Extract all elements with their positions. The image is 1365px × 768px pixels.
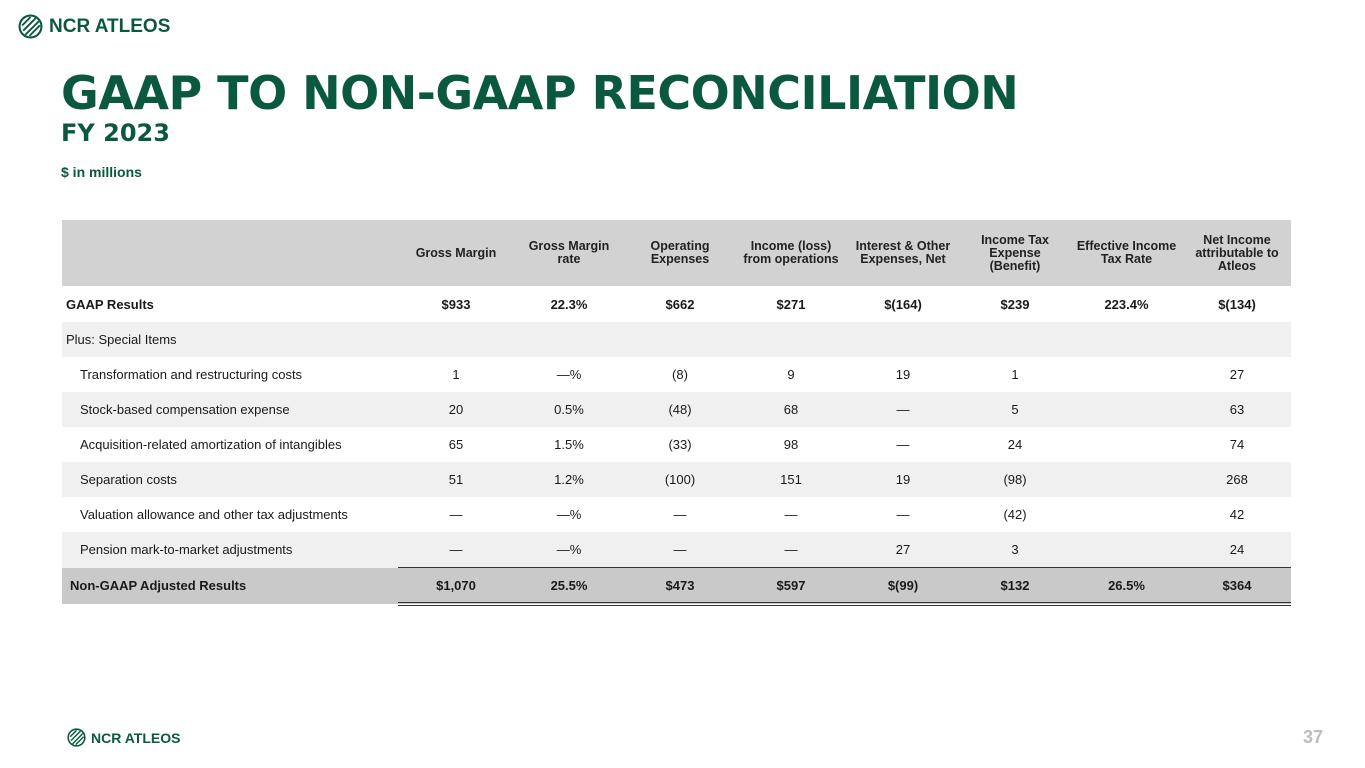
table-cell: $933 bbox=[441, 296, 471, 312]
table-cell: (100) bbox=[624, 462, 736, 497]
gaap-results-row bbox=[62, 286, 1291, 322]
row-label: Plus: Special Items bbox=[62, 322, 398, 357]
brand-name: NCR ATLEOS bbox=[91, 729, 181, 746]
units-note: $ in millions bbox=[61, 164, 142, 180]
table-cell: $239 bbox=[1000, 296, 1030, 312]
non-gaap-total-row bbox=[62, 568, 1291, 605]
table-cell: 3 bbox=[960, 532, 1070, 568]
table-cell bbox=[514, 322, 624, 357]
page-subtitle: FY 2023 bbox=[61, 119, 170, 147]
header-cell: Gross Margin rate bbox=[514, 220, 624, 286]
table-cell: 19 bbox=[895, 367, 911, 382]
table-cell: 27 bbox=[846, 532, 960, 568]
table-cell: —% bbox=[556, 367, 582, 382]
row-label: Stock-based compensation expense bbox=[62, 392, 398, 427]
table-cell: — bbox=[896, 437, 910, 452]
table-cell: (98) bbox=[960, 462, 1070, 497]
reconciliation-table bbox=[62, 220, 1291, 606]
footer-logo bbox=[67, 728, 180, 747]
table-cell bbox=[1070, 322, 1183, 357]
brand-logo bbox=[18, 14, 170, 39]
table-cell: 151 bbox=[736, 462, 846, 497]
table-cell: — bbox=[673, 507, 687, 522]
table-cell bbox=[1070, 497, 1183, 532]
table-cell: — bbox=[398, 532, 514, 568]
globe-icon bbox=[67, 728, 86, 747]
header-cell: Interest & Other Expenses, Net bbox=[846, 220, 960, 286]
table-cell: 1.2% bbox=[514, 462, 624, 497]
header-cell: Gross Margin bbox=[398, 220, 514, 286]
table-cell: $597 bbox=[736, 568, 846, 605]
table-cell bbox=[398, 322, 514, 357]
brand-name: NCR ATLEOS bbox=[49, 15, 171, 37]
table-row bbox=[62, 497, 1291, 532]
table-row bbox=[62, 532, 1291, 568]
table-cell: 22.3% bbox=[550, 296, 588, 312]
table-cell: $364 bbox=[1183, 568, 1291, 605]
table-cell: 20 bbox=[398, 392, 514, 427]
table-cell: —% bbox=[514, 532, 624, 568]
page-title: GAAP TO NON-GAAP RECONCILIATION bbox=[61, 66, 1019, 120]
table-cell bbox=[846, 322, 960, 357]
table-cell: 0.5% bbox=[514, 392, 624, 427]
table-cell: $662 bbox=[665, 296, 695, 312]
table-cell bbox=[960, 322, 1070, 357]
header-cell: Operating Expenses bbox=[624, 220, 736, 286]
table-cell: 9 bbox=[787, 367, 795, 382]
row-label: Non-GAAP Adjusted Results bbox=[62, 568, 398, 605]
table-cell bbox=[1070, 462, 1183, 497]
table-cell: — bbox=[896, 507, 910, 522]
table-cell: 1 bbox=[1011, 367, 1019, 382]
table-cell: 1 bbox=[452, 367, 460, 382]
table-cell: 19 bbox=[846, 462, 960, 497]
table-cell bbox=[1070, 532, 1183, 568]
globe-icon bbox=[18, 14, 43, 39]
table-row bbox=[62, 392, 1291, 427]
table-cell: 51 bbox=[398, 462, 514, 497]
table-cell: $(164) bbox=[884, 296, 922, 312]
header-cell: Income (loss) from operations bbox=[736, 220, 846, 286]
row-label: Acquisition-related amortization of intangibles bbox=[80, 437, 342, 452]
header-cell: Net Income attributable to Atleos bbox=[1183, 220, 1291, 286]
table-row bbox=[62, 427, 1291, 462]
table-cell: — bbox=[624, 532, 736, 568]
table-cell bbox=[1183, 322, 1291, 357]
table-cell bbox=[736, 322, 846, 357]
table-cell: 24 bbox=[1183, 532, 1291, 568]
table-row bbox=[62, 357, 1291, 392]
table-cell bbox=[624, 322, 736, 357]
table-cell bbox=[1070, 357, 1183, 392]
table-cell: $1,070 bbox=[398, 568, 514, 605]
table-cell: 65 bbox=[448, 437, 464, 452]
table-cell: (33) bbox=[668, 437, 692, 452]
table-cell: 223.4% bbox=[1104, 296, 1149, 312]
table-cell: 27 bbox=[1229, 367, 1245, 382]
row-label: Valuation allowance and other tax adjustments bbox=[80, 507, 348, 522]
row-label: Separation costs bbox=[62, 462, 398, 497]
table-cell: 26.5% bbox=[1070, 568, 1183, 605]
table-cell: (42) bbox=[1003, 507, 1027, 522]
header-cell: Income Tax Expense (Benefit) bbox=[960, 220, 1070, 286]
table-cell: 5 bbox=[960, 392, 1070, 427]
table-cell: — bbox=[784, 507, 798, 522]
table-cell: — bbox=[449, 507, 463, 522]
table-cell: $132 bbox=[960, 568, 1070, 605]
table-row bbox=[62, 462, 1291, 497]
page-number: 37 bbox=[1302, 727, 1323, 747]
special-items-row bbox=[62, 322, 1291, 357]
row-label: Pension mark-to-market adjustments bbox=[62, 532, 398, 568]
table-cell: 74 bbox=[1229, 437, 1245, 452]
table-cell: 268 bbox=[1183, 462, 1291, 497]
table-cell bbox=[1070, 427, 1183, 462]
table-cell: $473 bbox=[624, 568, 736, 605]
table-cell: 98 bbox=[783, 437, 799, 452]
table-cell: (8) bbox=[672, 367, 688, 382]
table-cell: — bbox=[736, 532, 846, 568]
table-cell: (48) bbox=[624, 392, 736, 427]
table-cell: 24 bbox=[1007, 437, 1023, 452]
table-cell: $271 bbox=[776, 296, 806, 312]
table-cell: 68 bbox=[736, 392, 846, 427]
table-cell bbox=[1070, 392, 1183, 427]
row-label: GAAP Results bbox=[66, 296, 154, 312]
table-cell: — bbox=[846, 392, 960, 427]
header-cell: Effective Income Tax Rate bbox=[1070, 220, 1183, 286]
row-label: Transformation and restructuring costs bbox=[80, 367, 303, 382]
table-cell: 25.5% bbox=[514, 568, 624, 605]
table-cell: 42 bbox=[1229, 507, 1245, 522]
table-cell: 1.5% bbox=[554, 437, 584, 452]
table-cell: —% bbox=[556, 507, 582, 522]
table-cell: $(99) bbox=[846, 568, 960, 605]
header-row bbox=[62, 220, 1291, 286]
header-cell-label bbox=[62, 220, 398, 286]
table-cell: $(134) bbox=[1218, 296, 1256, 312]
table-cell: 63 bbox=[1183, 392, 1291, 427]
